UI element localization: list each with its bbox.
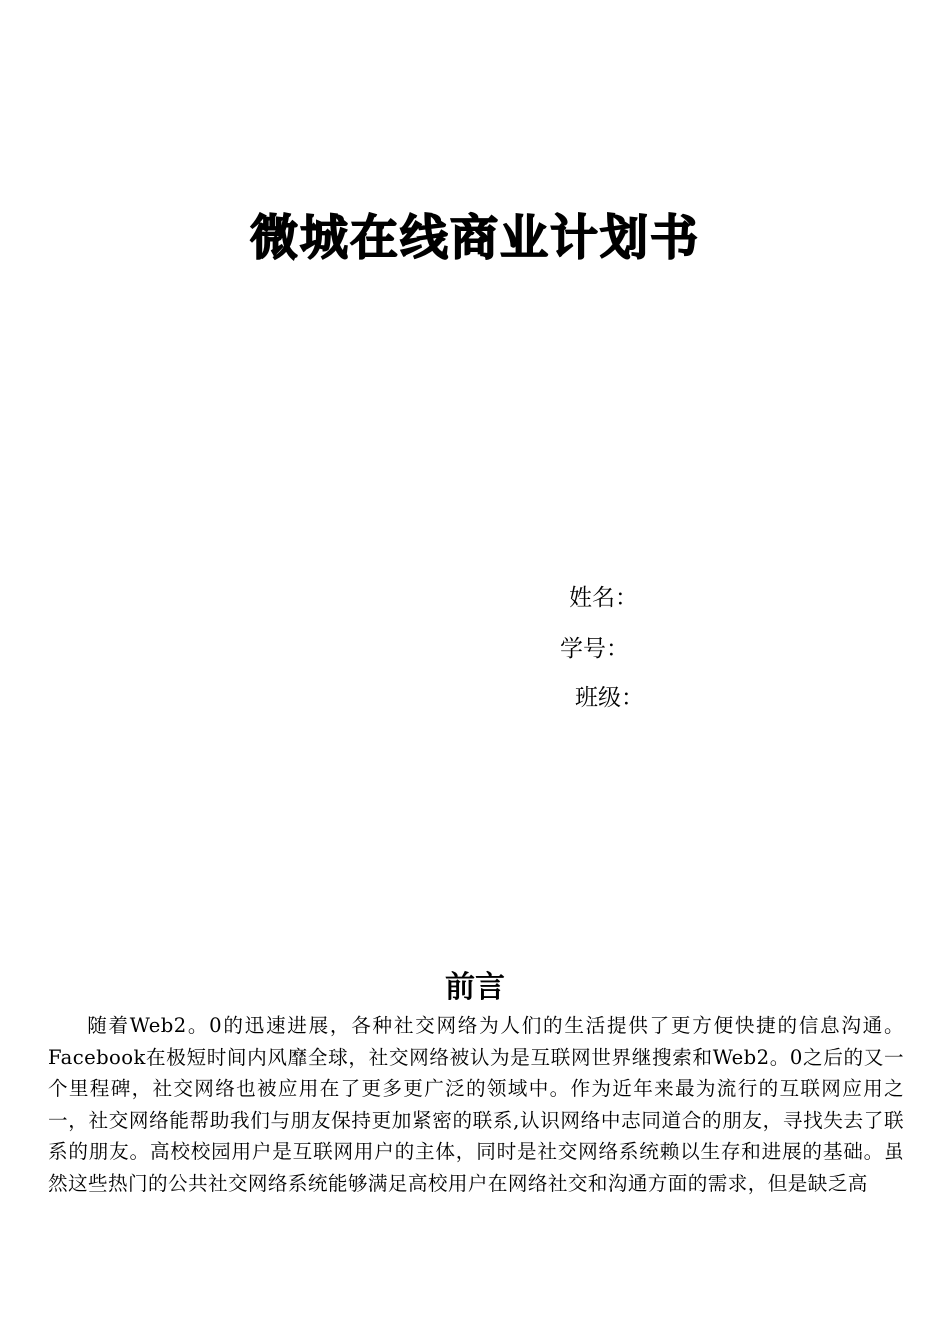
student-id-field-label: 学号： — [560, 636, 629, 662]
preface-paragraph: 随着Web2。0的迅速进展，各种社交网络为人们的生活提供了更方便快捷的信息沟通。Facebook在极短时间内风靡全球，社交网络被认为是互联网世界继搜索和Web2。0之后的又一个里程碑，社交网络也被应用在了更多更广泛的领域中。作为近年来最为流行的互联网应用之一，社交网络能帮助我们与朋友保持更加紧密的联系,认识网络中志同道合的朋友，寻找失去了联系的朋友。高校校园用户是互联网用户的主体，同时是社交网络系统赖以生存和进展的基础。虽然这些热门的公共社交网络系统能够满足高校用户在网络社交和沟通方面的需求，但是缺乏高 — [48, 1014, 904, 1195]
class-field-label: 班级： — [575, 685, 644, 711]
preface-heading: 前言 — [445, 970, 505, 1005]
document-title: 微城在线商业计划书 — [249, 210, 700, 266]
name-field-label: 姓名： — [569, 585, 638, 611]
